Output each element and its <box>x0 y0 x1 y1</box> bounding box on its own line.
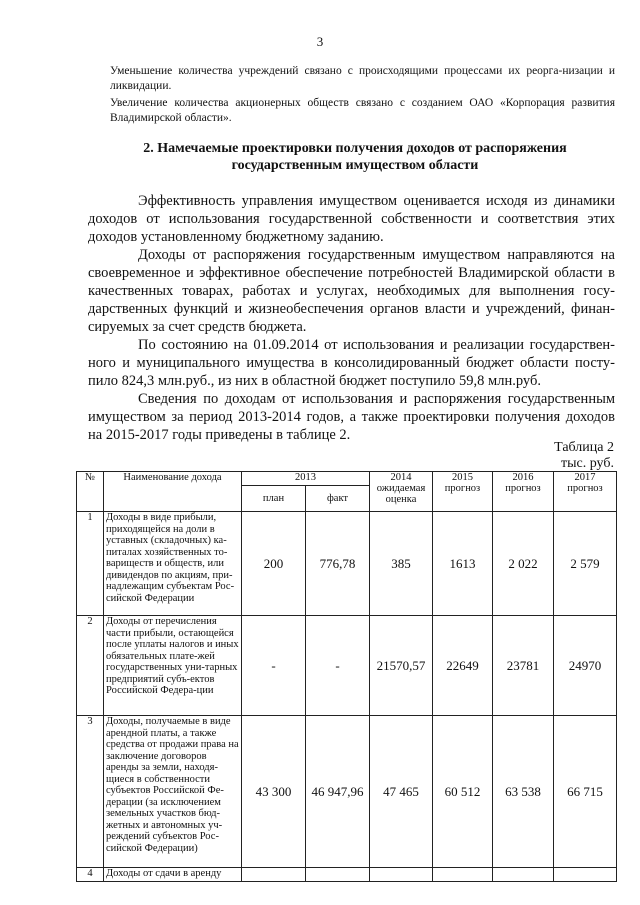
cell-2014: 385 <box>370 512 433 616</box>
table-row <box>77 868 617 882</box>
cell-2015: 1613 <box>433 512 493 616</box>
header-2015: 2015 прогноз <box>433 472 493 512</box>
cell-fact: - <box>306 616 370 716</box>
paragraph-3: По состоянию на 01.09.2014 от использования и реализации государствен-ного и муниципального имущества в консолидированный бюджет области посту-пило 824,3 млн.руб., из них в областной бюджет поступило 59,8 млн.руб. <box>88 337 615 389</box>
income-table <box>76 471 617 882</box>
row-num: 4 <box>77 868 104 882</box>
paragraph-1: Эффективность управления имуществом оценивается исходя из динамики доходов от использования государственной собственности и соответствия этих доходов установленному бюджетному заданию. <box>88 193 615 245</box>
row-num: 2 <box>77 616 104 716</box>
cell-2015: 22649 <box>433 616 493 716</box>
cell-fact: 776,78 <box>306 512 370 616</box>
header-fact: факт <box>306 486 370 512</box>
cell-fact <box>306 868 370 882</box>
row-num: 1 <box>77 512 104 616</box>
table-row <box>77 616 617 716</box>
intro-paragraph-1: Уменьшение количества учреждений связано с происходящими процессами их реорга-низации и ликвидации. <box>110 65 615 92</box>
row-name: Доходы от перечисления части прибыли, остающейся после уплаты налогов и иных обязательных плате-жей государственных уни-тарных предприятий субъ-ектов Российской Федера-ции <box>104 616 242 716</box>
header-2013: 2013 <box>242 472 370 486</box>
header-2016: 2016 прогноз <box>493 472 554 512</box>
row-name: Доходы, получаемые в виде арендной платы, а также средства от продажи права на заключение договоров аренды за земли, находя-щиеся в собственности субъектов Российской Фе-дерации (за исключением земельных участков бюд-жетных и автономных уч-реждений субъектов Рос-сийской Федерации) <box>104 716 242 868</box>
paragraph-2: Доходы от распоряжения государственным имуществом направляются на своевременное и эффективное обеспечение потребностей Владимирской области в качественных товарах, работах и услугах, необходимых для выполнения госу-дарственных функций и жизнеобеспечения органов власти и учреждений, финан-сируемых за счет средств бюджета. <box>88 247 615 335</box>
cell-2017 <box>554 868 617 882</box>
section-title: 2. Намечаемые проектировки получения доходов от распоряжения государственным имуществом области <box>143 141 567 173</box>
table-unit: тыс. руб. <box>561 456 614 471</box>
cell-2015: 60 512 <box>433 716 493 868</box>
cell-plan: 200 <box>242 512 306 616</box>
header-name: Наименование дохода <box>104 472 242 512</box>
cell-2014 <box>370 868 433 882</box>
cell-plan: 43 300 <box>242 716 306 868</box>
header-2014: 2014 ожидаемая оценка <box>370 472 433 512</box>
intro-paragraph-2: Увеличение количества акционерных обществ связано с созданием ОАО «Корпорация развития Владимирской области». <box>110 97 615 124</box>
cell-2016: 63 538 <box>493 716 554 868</box>
cell-2016: 23781 <box>493 616 554 716</box>
header-2017: 2017 прогноз <box>554 472 617 512</box>
cell-fact: 46 947,96 <box>306 716 370 868</box>
row-num: 3 <box>77 716 104 868</box>
cell-2015 <box>433 868 493 882</box>
table-row <box>77 716 617 868</box>
table-caption: Таблица 2 <box>554 440 614 455</box>
cell-2017: 66 715 <box>554 716 617 868</box>
cell-2014: 21570,57 <box>370 616 433 716</box>
row-name: Доходы в виде прибыли, приходящейся на доли в уставных (складочных) ка-питалах хозяйственных то-вариществ и обществ, или дивидендов по акциям, при-надлежащим субъектам Рос-сийской Федерации <box>104 512 242 616</box>
cell-2017: 2 579 <box>554 512 617 616</box>
cell-2017: 24970 <box>554 616 617 716</box>
paragraph-4: Сведения по доходам от использования и распоряжения государственным имуществом за период 2013-2014 годов, а также проектировки получения доходов на 2015-2017 годы приведены в таблице 2. <box>88 391 615 443</box>
cell-2014: 47 465 <box>370 716 433 868</box>
cell-plan: - <box>242 616 306 716</box>
cell-plan <box>242 868 306 882</box>
row-name: Доходы от сдачи в аренду <box>104 868 242 882</box>
table-row <box>77 512 617 616</box>
header-plan: план <box>242 486 306 512</box>
cell-2016: 2 022 <box>493 512 554 616</box>
header-num: № <box>77 472 104 512</box>
cell-2016 <box>493 868 554 882</box>
body-text <box>88 192 615 444</box>
page-number: 3 <box>316 34 324 49</box>
